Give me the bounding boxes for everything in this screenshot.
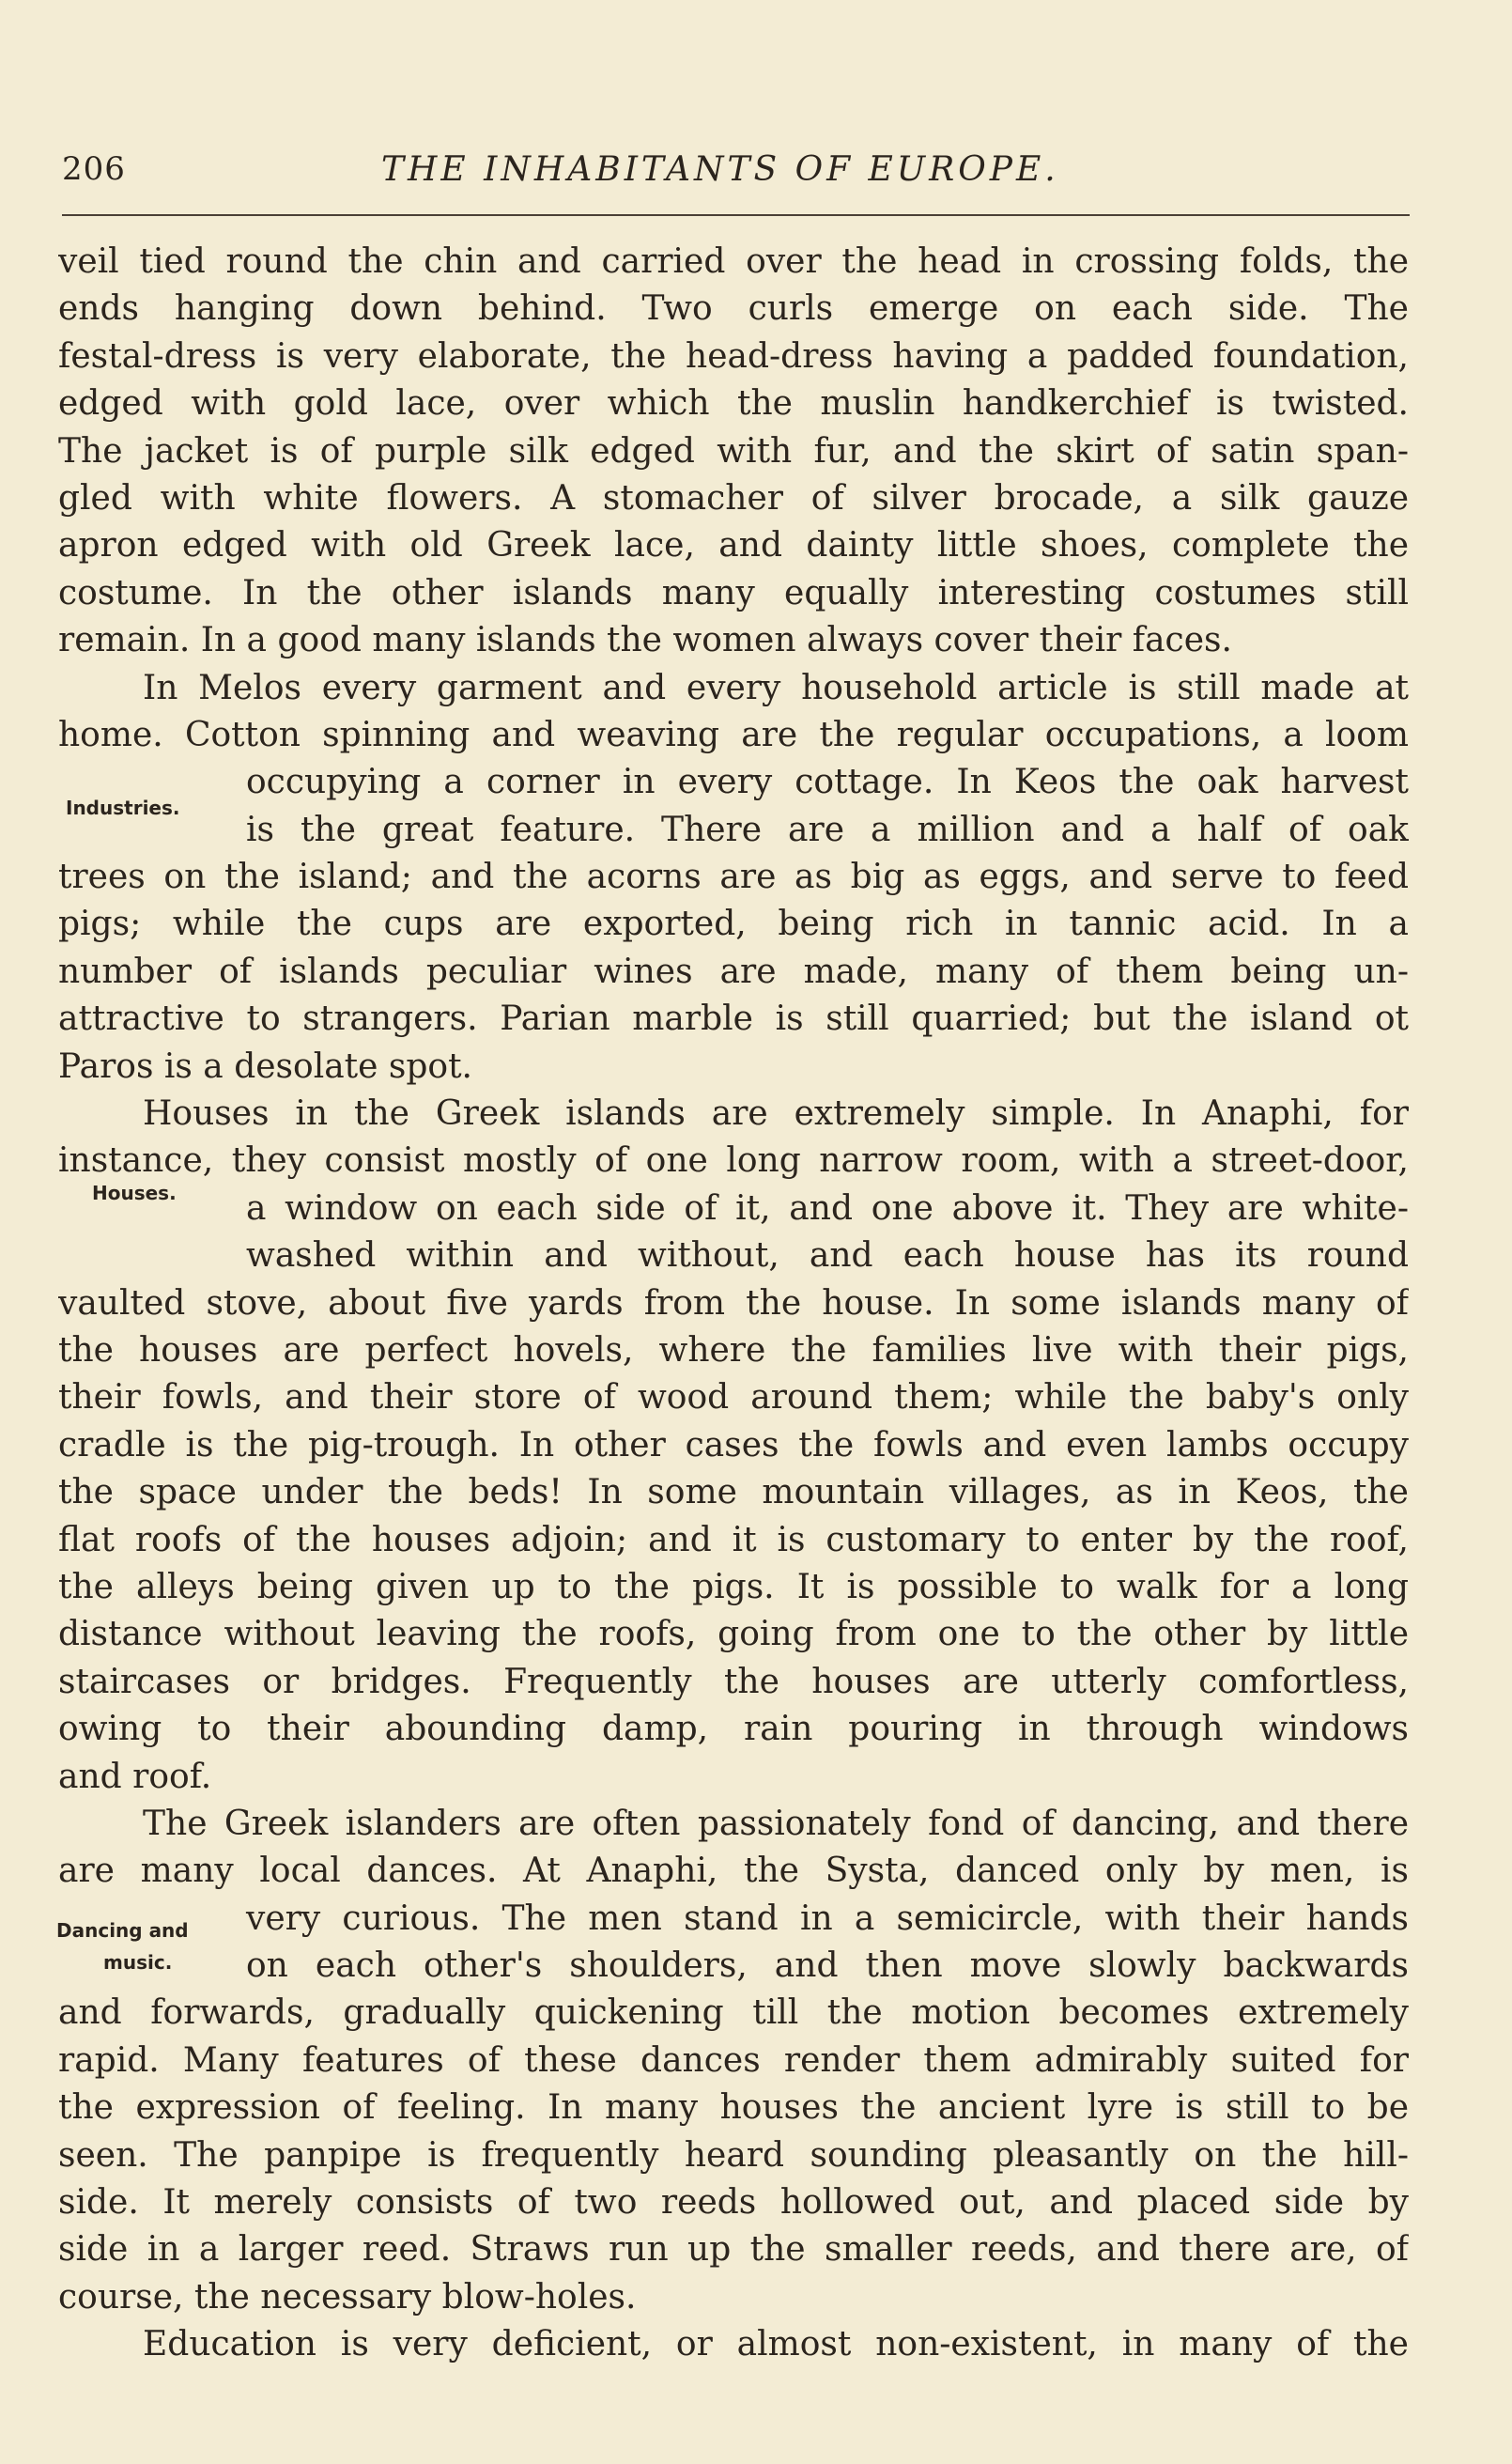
text-line: trees on the island; and the acorns are as big as eggs, and serve to feed <box>58 858 1409 897</box>
margin-note-music: music. <box>103 1951 173 1974</box>
header-rule <box>62 214 1410 216</box>
margin-note-dancing: Dancing and <box>56 1919 189 1942</box>
text-line: course, the necessary blow-holes. <box>58 2277 637 2317</box>
text-line: home. Cotton spinning and weaving are the regular occupations, a loom <box>58 715 1409 754</box>
text-line: Paros is a desolate spot. <box>58 1046 472 1086</box>
text-line: ends hanging down behind. Two curls emerge on each side. The <box>58 289 1409 329</box>
text-line: very curious. The men stand in a semicircle, with their hands <box>246 1898 1409 1938</box>
text-line: remain. In a good many islands the women always cover their faces. <box>58 621 1232 660</box>
margin-note-houses: Houses. <box>92 1182 177 1204</box>
text-line: the expression of feeling. In many houses the ancient lyre is still to be <box>58 2088 1409 2128</box>
text-line: on each other's shoulders, and then move slowly backwards <box>246 1946 1409 1986</box>
text-line: festal-dress is very elaborate, the head-dress having a padded foundation, <box>58 336 1409 376</box>
text-line: number of islands peculiar wines are made, many of them being un- <box>58 952 1409 991</box>
text-line: instance, they consist mostly of one long narrow room, with a street-door, <box>58 1141 1409 1181</box>
text-line: are many local dances. At Anaphi, the Systa, danced only by men, is <box>58 1852 1409 1891</box>
text-line: washed within and without, and each house has its round <box>246 1236 1409 1276</box>
text-line: and roof. <box>58 1757 212 1796</box>
text-line: distance without leaving the roofs, going from one to the other by little <box>58 1615 1409 1654</box>
margin-note-industries: Industries. <box>66 797 180 819</box>
text-line: staircases or bridges. Frequently the houses are utterly comfortless, <box>58 1662 1409 1701</box>
text-line: apron edged with old Greek lace, and dainty little shoes, complete the <box>58 526 1409 566</box>
text-line: and forwards, gradually quickening till the motion becomes extremely <box>58 1993 1409 2033</box>
text-line: side. It merely consists of two reeds hollowed out, and placed side by <box>58 2183 1409 2223</box>
text-line: In Melos every garment and every household article is still made at <box>143 668 1409 707</box>
text-line: side in a larger reed. Straws run up the smaller reeds, and there are, of <box>58 2230 1409 2270</box>
text-line: their fowls, and their store of wood around them; while the baby's only <box>58 1378 1409 1418</box>
text-line: attractive to strangers. Parian marble is still quarried; but the island ot <box>58 1000 1409 1039</box>
text-line: the alleys being given up to the pigs. It is possible to walk for a long <box>58 1567 1409 1606</box>
text-line: veil tied round the chin and carried over the head in crossing folds, the <box>58 242 1409 281</box>
text-line: flat roofs of the houses adjoin; and it is customary to enter by the roof, <box>58 1520 1409 1559</box>
text-line: the houses are perfect hovels, where the families live with their pigs, <box>58 1330 1409 1370</box>
text-line: the space under the beds! In some mountain villages, as in Keos, the <box>58 1473 1409 1512</box>
text-line: occupying a corner in every cottage. In Keos the oak harvest <box>246 763 1409 802</box>
text-line: is the great feature. There are a million and a half of oak <box>246 810 1409 849</box>
text-line: The Greek islanders are often passionately fond of dancing, and there <box>143 1804 1409 1843</box>
page-header <box>62 150 1405 207</box>
text-line: rapid. Many features of these dances render them admirably suited for <box>58 2040 1409 2080</box>
text-line: costume. In the other islands many equally interesting costumes still <box>58 573 1409 612</box>
page-number: 206 <box>62 150 126 188</box>
text-line: a window on each side of it, and one above it. They are white- <box>246 1188 1409 1228</box>
text-line: owing to their abounding damp, rain pouring in through windows <box>58 1710 1409 1749</box>
text-line: vaulted stove, about five yards from the house. In some islands many of <box>58 1283 1409 1323</box>
text-line: seen. The panpipe is frequently heard sounding pleasantly on the hill- <box>58 2135 1409 2175</box>
body-text <box>58 239 1409 2369</box>
text-line: pigs; while the cups are exported, being rich in tannic acid. In a <box>58 905 1409 944</box>
text-line: Education is very deficient, or almost non-existent, in many of the <box>143 2325 1409 2364</box>
text-line: cradle is the pig-trough. In other cases the fowls and even lambs occupy <box>58 1425 1409 1464</box>
text-line: gled with white flowers. A stomacher of silver brocade, a silk gauze <box>58 478 1409 518</box>
text-line: edged with gold lace, over which the muslin handkerchief is twisted. <box>58 384 1409 424</box>
text-line: Houses in the Greek islands are extremely simple. In Anaphi, for <box>143 1094 1409 1134</box>
running-title: THE INHABITANTS OF EUROPE. <box>381 150 1059 189</box>
text-line: The jacket is of purple silk edged with fur, and the skirt of satin span- <box>58 431 1409 471</box>
